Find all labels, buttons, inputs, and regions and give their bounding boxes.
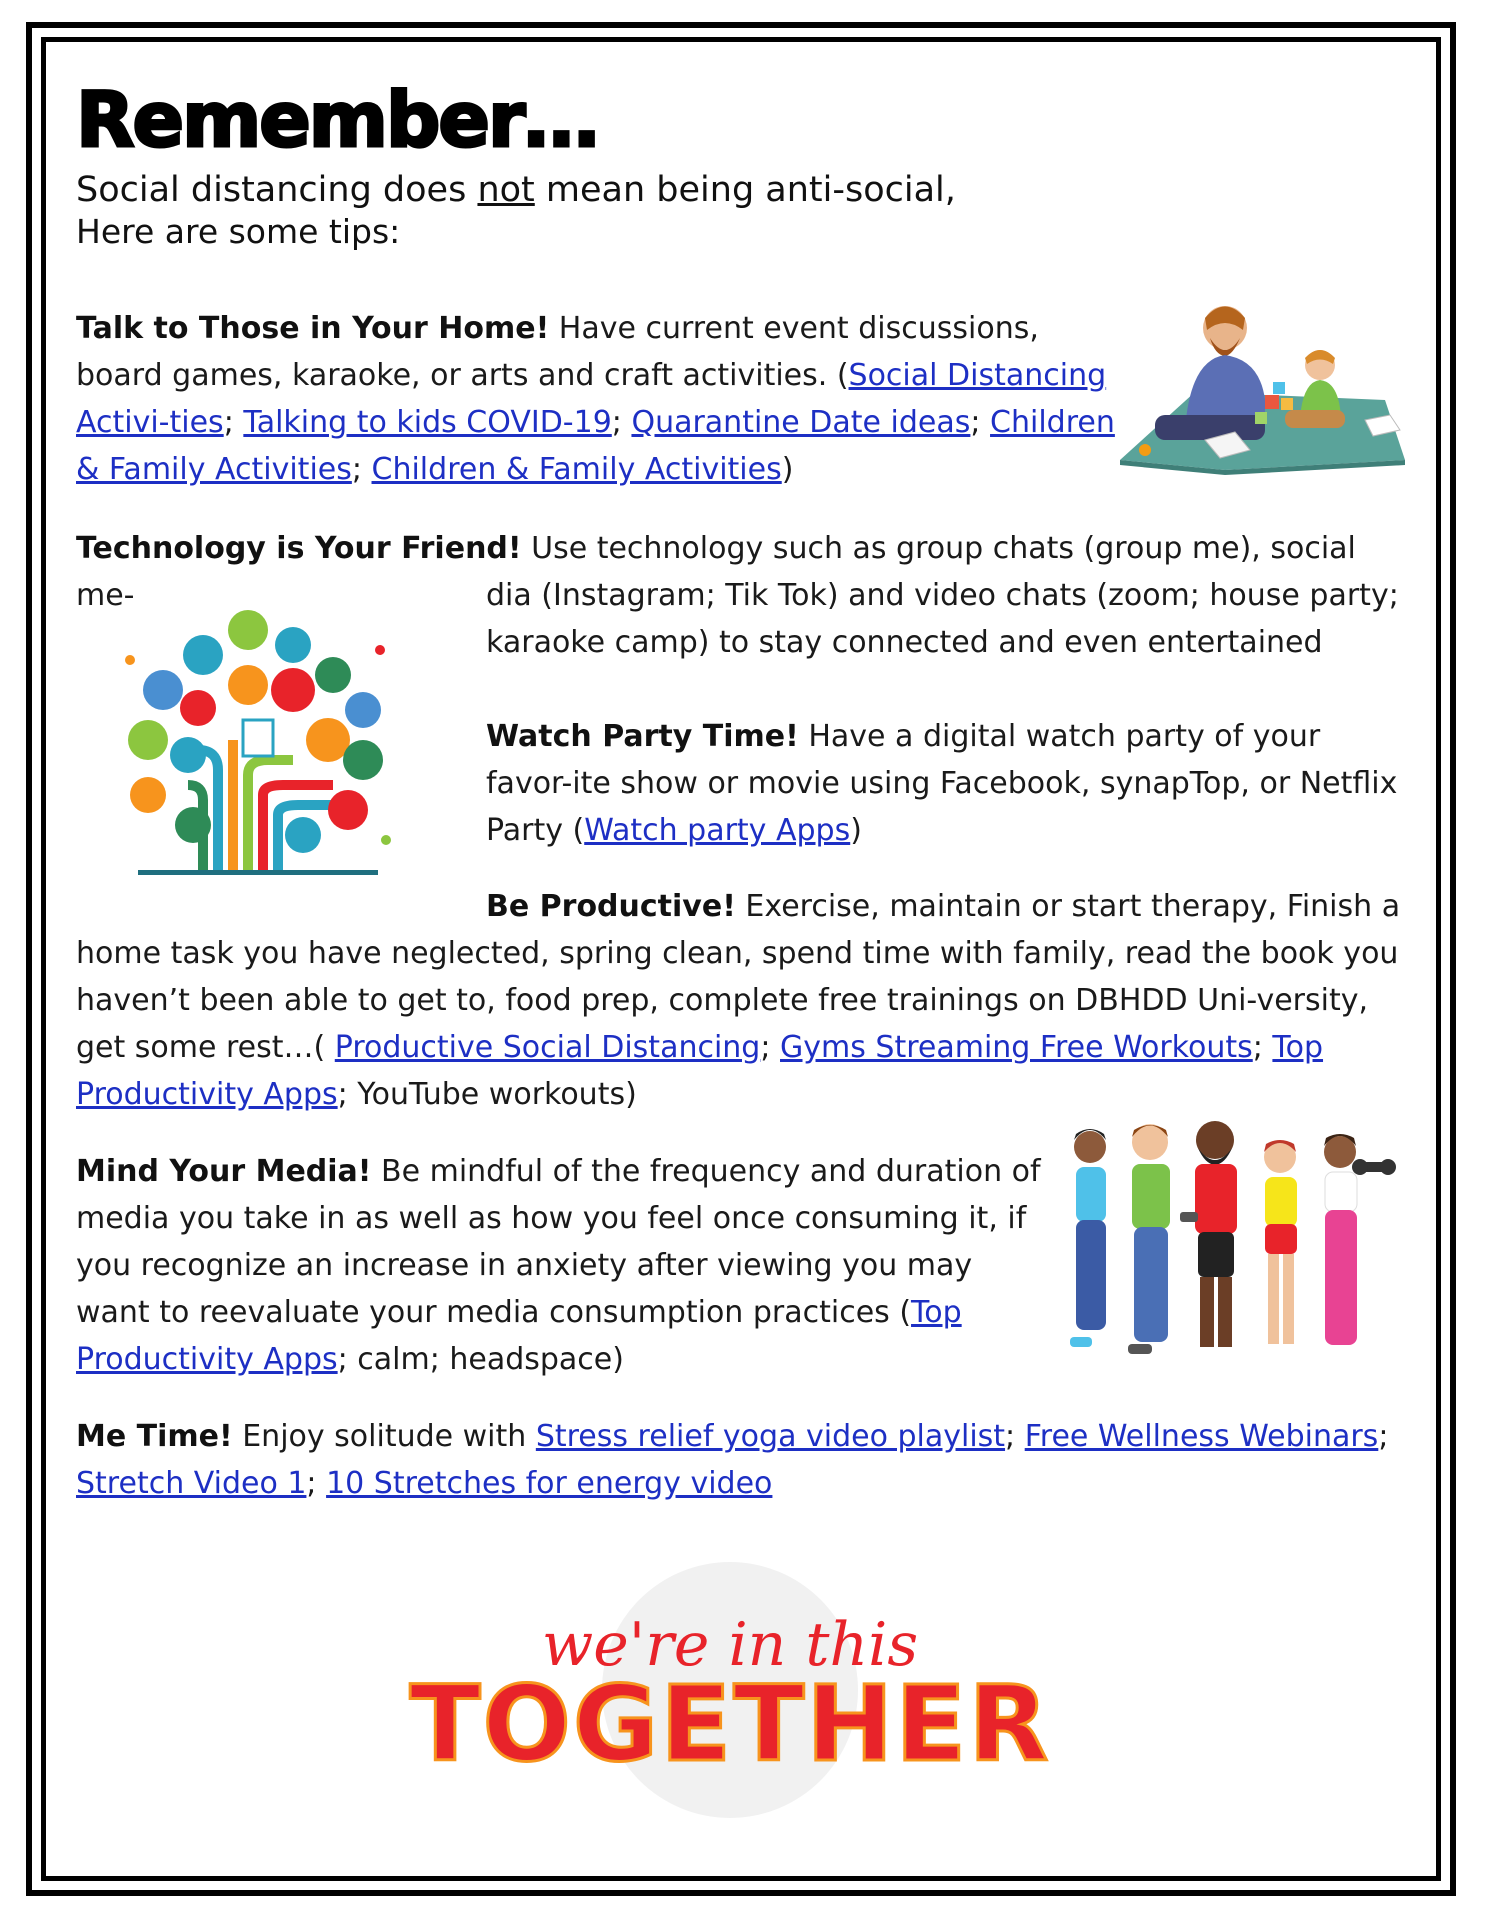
link-productive-social-distancing[interactable]: Productive Social Distancing xyxy=(334,1030,761,1065)
section-media-tail: ; calm; headspace) xyxy=(337,1342,624,1377)
section-productive-text-1: Exercise, maintain or start therapy, Finish a xyxy=(735,889,1401,924)
link-top-productivity-apps-1[interactable]: Top Productivity Apps xyxy=(76,1030,1324,1112)
section-productive-line1 xyxy=(486,883,1411,930)
sep: ) xyxy=(850,813,862,848)
section-home-heading: Talk to Those in Your Home! xyxy=(76,311,550,346)
section-media xyxy=(76,1148,1046,1383)
sep: ; xyxy=(611,405,632,440)
link-top-productivity-apps-2[interactable]: Top Productivity Apps xyxy=(76,1295,962,1377)
section-productive-tail: ; YouTube workouts) xyxy=(337,1077,637,1112)
sep: ; xyxy=(223,405,244,440)
family-play-illustration xyxy=(1115,300,1415,475)
link-stretch-video-1[interactable]: Stretch Video 1 xyxy=(76,1466,307,1501)
section-productive-text-2: home task you have neglected, spring clean, spend time with family, read the book you haven’t been able to get to, food prep, complete free trainings on DBHDD Uni-versity, get some rest…( xyxy=(76,936,1399,1065)
section-home-text: Have current event discussions, board games, karaoke, or arts and craft activities. ( xyxy=(76,311,1039,393)
intro-line: Here are some tips: xyxy=(76,212,401,251)
section-watch-heading: Watch Party Time! xyxy=(486,719,799,754)
sep: ; xyxy=(970,405,991,440)
subtitle-text: Social distancing does xyxy=(76,170,478,210)
link-10-stretches-energy[interactable]: 10 Stretches for energy video xyxy=(326,1466,773,1501)
section-productive-heading: Be Productive! xyxy=(486,889,736,924)
section-tech-text-1: Use technology such as group chats (group me), social me- xyxy=(76,531,1356,613)
sep: ; xyxy=(351,452,372,487)
section-media-text: Be mindful of the frequency and duration of media you take in as well as how you feel once consuming it, if you recognize an increase in anxiety after viewing you may want to reevaluate your media consumption practices ( xyxy=(76,1154,1041,1330)
logo-script-text: we're in this xyxy=(541,1610,919,1680)
link-watch-party-apps[interactable]: Watch party Apps xyxy=(584,813,851,848)
sep: ) xyxy=(781,452,794,487)
social-media-tree-icon xyxy=(118,600,398,880)
sep: ; xyxy=(1005,1419,1025,1454)
section-media-heading: Mind Your Media! xyxy=(76,1154,372,1189)
sep: ; xyxy=(1252,1030,1273,1065)
logo-block-text: TOGETHER xyxy=(409,1663,1051,1785)
friends-exercise-illustration xyxy=(1040,1112,1400,1367)
link-free-wellness-webinars[interactable]: Free Wellness Webinars xyxy=(1024,1419,1379,1454)
section-metime-heading: Me Time! xyxy=(76,1419,233,1454)
page-subtitle xyxy=(76,170,956,210)
section-home xyxy=(76,305,1121,493)
section-tech-line2: dia (Instagram; Tik Tok) and video chats (zoom; house party; karaoke camp) to stay connected and even entertained xyxy=(486,578,1399,660)
subtitle-emphasis: not xyxy=(477,170,535,210)
link-gyms-streaming-free-workouts[interactable]: Gyms Streaming Free Workouts xyxy=(780,1030,1253,1065)
section-metime xyxy=(76,1413,1421,1507)
page-title: Remember… xyxy=(76,75,598,164)
link-children-family-activities-1[interactable]: Children & Family Activities xyxy=(76,405,1115,487)
link-social-distancing-activities[interactable]: Social Distancing Activi-ties xyxy=(76,358,1107,440)
section-watch xyxy=(486,713,1406,854)
link-quarantine-date-ideas[interactable]: Quarantine Date ideas xyxy=(631,405,971,440)
section-metime-text: Enjoy solitude with xyxy=(232,1419,536,1454)
link-stress-relief-yoga[interactable]: Stress relief yoga video playlist xyxy=(535,1419,1006,1454)
sep: ; xyxy=(1378,1419,1389,1454)
link-talking-to-kids[interactable]: Talking to kids COVID-19 xyxy=(243,405,612,440)
section-tech-heading: Technology is Your Friend! xyxy=(76,531,522,566)
together-logo xyxy=(380,1560,1080,1820)
section-watch-text: Have a digital watch party of your favor-ite show or movie using Facebook, synapTop, or Netflix Party ( xyxy=(486,719,1398,848)
link-children-family-activities-2[interactable]: Children & Family Activities xyxy=(371,452,782,487)
subtitle-text-end: mean being anti-social, xyxy=(534,170,956,210)
sep: ; xyxy=(760,1030,781,1065)
sep: ; xyxy=(306,1466,327,1501)
section-productive-body xyxy=(76,930,1421,1118)
